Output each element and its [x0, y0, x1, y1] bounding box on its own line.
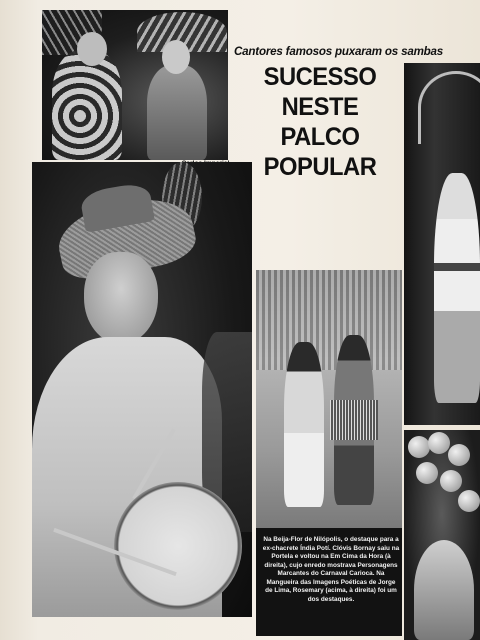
photo-drummer [32, 162, 252, 617]
photo-parade-figure [404, 63, 480, 425]
photo-arch [418, 71, 480, 144]
photo-figure-woman-head [162, 40, 190, 74]
photo-balloon [416, 462, 438, 484]
headline-title [254, 62, 387, 182]
photo-figure-man [52, 50, 122, 160]
headline-line: PALCO [280, 123, 360, 151]
photo-balloon [448, 444, 470, 466]
photo-balloons [404, 430, 480, 640]
headline-kicker: Cantores famosos puxaram os sambas [234, 45, 444, 58]
headline-line: SUCESSO [263, 63, 377, 91]
photo-dancers [256, 270, 402, 528]
headline-line: NESTE [281, 93, 359, 121]
photo-costumed-figure [434, 173, 480, 403]
photo-figure-woman [147, 65, 207, 160]
photo-balloon [408, 436, 430, 458]
headline-line: POPULAR [263, 153, 377, 181]
photo-drummer-face [84, 252, 158, 344]
photo-clown-figure [414, 540, 474, 640]
caption-bottom: Na Beija-Flor de Nilópolis, o destaque para a ex-chacrete Índia Potí. Clóvis Bornay saiu na Portela e voltou na Em Cima da Hora (à direita), cujo enredo mostrava Personagens Marcantes do Carnaval Carioca. Na Mangueira das Imagens Poéticas de Jorge de Lima, Rosemary (acima, à direita) foi um dos destaques. [262, 536, 400, 603]
photo-balloon [440, 470, 462, 492]
photo-fringe-costume [330, 400, 378, 440]
photo-dancer-man [284, 342, 324, 507]
photo-balloon [458, 490, 480, 512]
photo-sash [434, 263, 480, 271]
photo-balloon [428, 432, 450, 454]
photo-carnival-couple [42, 10, 228, 160]
photo-crowd [256, 270, 402, 370]
photo-drum [114, 482, 242, 610]
photo-figure-man-head [77, 32, 107, 66]
